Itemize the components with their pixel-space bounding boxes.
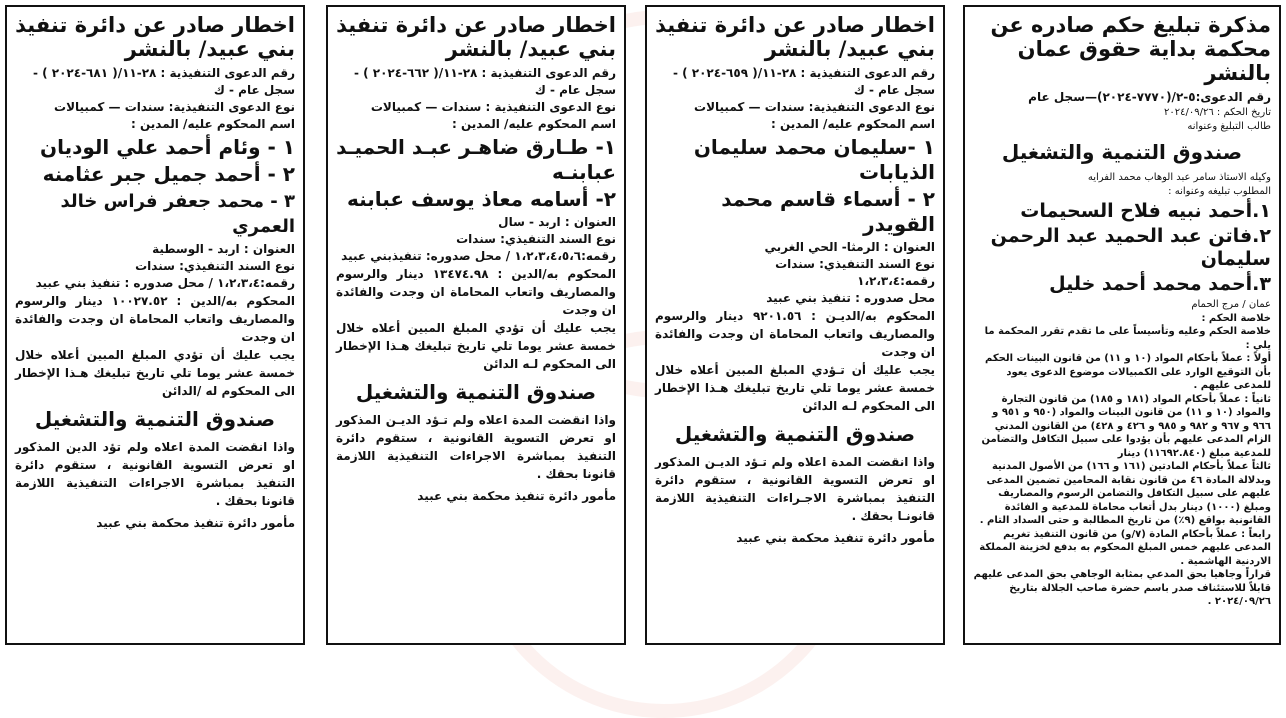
creditor-name: صندوق التنمية والتشغيل — [34, 407, 276, 431]
execution-notice — [5, 5, 305, 645]
enforcement-warning: واذا انقضت المدة اعلاه ولم تـؤد الديـن المذكور او تعرض التسوية القانونية ، ستقوم دائرة التنفيذ بمباشرة الاجـراءات التنفيذية اللازمة قانونـا بحقك . — [655, 455, 935, 523]
case-number: رقم الدعوى التنفيذية : ٢٨-١١/( ٦٦٢-٢٠٢٤ ) - سجل عام - ك — [353, 66, 616, 97]
debtor-name: ٣ - محمد جعفر فراس خالد العمري — [60, 191, 295, 237]
judgment-paragraph: قراراً وجاهيا بحق المدعي بمثابة الوجاهي بحق المدعى عليهم قابلاً للاستئناف صدر باسم حضرة صاحب الجلالة بتاريخ ٢٠٢٤/٠٩/٢٦ . — [973, 569, 1271, 607]
bond-number-issued: رقمه:١،٢،٣،٤،٥،٦ / محل صدوره: تنفيذبني عبيد — [341, 249, 616, 263]
bond-type: نوع السند التنفيذي: سندات — [775, 257, 935, 271]
case-number: رقم الدعوى التنفيذية : ٢٨-١١/( ٦٥٩-٢٠٢٤ ) - سجل عام - ك — [672, 66, 935, 97]
bond-number: رقمه:١،٢،٣،٤ — [857, 274, 935, 288]
notice-title: اخطار صادر عن دائرة تنفيذ بني عبيد/ بالنشر — [336, 13, 616, 61]
debtor-label: اسم المحكوم عليه/ المدين : — [771, 117, 935, 131]
debtor-name: ١ - وئام أحمد علي الوديان — [40, 135, 295, 159]
judgment-paragraph: ثانياً : عملاً بأحكام المواد (١٨١ و ١٨٥) من قانون التجارة والمواد (١٠ و ١١) من قانون البينات والمواد (٩٥٠ و ٩٥١ و ٩٦٦ و ٩٦٧ و ٩٨٢ و ٩٨٥ و ٤٢٦ و ٤٢٨) من القانون المدني الزام المدعى عليهم بأن يؤدوا على سبيل التكافل والتضامن للمدعية مبلغ (١١٦٩٢.٨٤٠) دينار — [981, 393, 1271, 459]
debtor-label: اسم المحكوم عليه/ المدين : — [131, 117, 295, 131]
case-number: رقم الدعوى:٥-٢/(٧٧٧٠-٢٠٢٤)—سجل عام — [1028, 90, 1271, 104]
summary-label: خلاصة الحكم : — [1201, 312, 1271, 324]
bond-number-issued: رقمه:١،٢،٣،٤ / محل صدوره : تنفيذ بني عبيد — [35, 276, 295, 290]
case-type: نوع الدعوى التنفيذية : سندات — كمبيالات — [370, 100, 616, 114]
issued-at: محل صدوره : تنفيذ بني عبيد — [766, 291, 935, 305]
judgment-paragraph: رابعاً : عملاً بأحكام المادة (٧/و) من قانون التنفيذ تغريم المدعى عليهم خمس المبلغ المحكوم به بدفع لخزينة المملكة الاردنية الهاشمية . — [979, 528, 1271, 567]
debtor-name: ١- طـارق ضاهـر عبـد الحميـد عبابنـه — [336, 135, 616, 184]
payment-demand: يجب عليك أن تؤدي المبلغ المبين أعلاه خلال خمسة عشر يوما تلي تاريخ تبليغك هـذا الإخطار الى المحكوم له /الدائن — [15, 348, 295, 398]
address: العنوان : اربد - سال — [498, 215, 616, 229]
requester-label: طالب التبليغ وعنوانه — [1187, 120, 1271, 132]
judgment-paragraph: أولاً : عملاً بأحكام المواد (١٠ و ١١) من قانون البينات الحكم بأن التوقيع الوارد على الكمبيالات موضوع الدعوى يعود للمدعى عليهم . — [985, 353, 1271, 391]
amount-due: المحكوم به/الدين : ١٣٤٧٤.٩٨ دينار والرسوم والمصاريف واتعاب المحاماة ان وجدت والفائدة ان وجدت — [336, 267, 617, 317]
requester-name: صندوق التنمية والتشغيل — [1001, 140, 1243, 164]
notice-title: اخطار صادر عن دائرة تنفيذ بني عبيد/ بالنشر — [15, 13, 295, 61]
bond-type: نوع السند التنفيذي: سندات — [135, 259, 295, 273]
debtor-name: ٢ - أسماء قاسم محمد القويدر — [721, 187, 935, 236]
execution-notice — [326, 5, 626, 645]
signature: مأمور دائرة تنفيذ محكمة بني عبيد — [417, 489, 616, 503]
notice-title: مذكرة تبليغ حكم صادره عن محكمة بداية حقوق عمان بالنشر — [990, 13, 1271, 85]
agent-name: وكيله الاستاذ سامر عبد الوهاب محمد الفرايه — [1087, 172, 1271, 183]
debtor-label: اسم المحكوم عليه/ المدين : — [452, 117, 616, 131]
execution-notice — [645, 5, 945, 645]
creditor-name: صندوق التنمية والتشغيل — [674, 422, 916, 446]
case-type: نوع الدعوى التنفيذية: سندات — كمبيالات — [694, 100, 935, 114]
notice-title: اخطار صادر عن دائرة تنفيذ بني عبيد/ بالنشر — [655, 13, 935, 61]
enforcement-warning: واذا انقضت المدة اعلاه ولم تـؤد الديـن المذكور او تعرض التسوية القانونية ، ستقوم دائرة التنفيذ بمباشرة الاجراءات التنفيذية اللازمة قانونا بحقك . — [336, 413, 616, 481]
case-number: رقم الدعوى التنفيذية : ٢٨-١١/( ٦٨١-٢٠٢٤ ) - سجل عام - ك — [32, 66, 295, 97]
respondent-label: المطلوب تبليغه وعنوانه : — [1168, 185, 1271, 197]
address: العنوان : الرمثا- الحي الغربي — [764, 240, 935, 254]
enforcement-warning: واذا انقضت المدة اعلاه ولم تؤد الدين المذكور او تعرض التسوية القانونية ، ستقوم دائرة التنفيذ بمباشرة الاجراءات التنفيذية اللازمة قانونا بحقك . — [15, 440, 295, 508]
payment-demand: يجب عليك أن تـؤدي المبلغ المبين أعلاه خلال خمسة عشر يوما تلي تاريخ تبليغك هـذا الإخطار الى المحكوم لـه الدائن — [655, 363, 935, 413]
address: عمان / مرج الحمام — [1191, 299, 1271, 310]
judgment-paragraph: خلاصة الحكم وعليه وتأسيساً على ما تقدم تقرر المحكمة ما يلي : — [984, 326, 1271, 351]
payment-demand: يجب عليك أن تؤدي المبلغ المبين أعلاه خلال خمسة عشر يوما تلي تاريخ تبليغك هـذا الإخطار الى المحكوم لـه الدائن — [336, 321, 616, 371]
debtor-name: ٢- أسامه معاذ يوسف عبابنه — [346, 187, 616, 211]
judgment-paragraph: ثالثاً عملاً بأحكام المادتين (١٦١ و ١٦٦) من الأصول المدنية وبدلالة المادة ٤٦ من قانون نقابة المحامين تضمين المدعى عليهم على سبيل التكافل والتضامن الرسوم والمصاريف ومبلغ (١٠٠٠) دينار بدل أتعاب محاماة للمدعية و الفائدة القانونية بواقع (٩٪) من تاريخ المطالبة و حتى السداد التام . — [979, 461, 1271, 526]
address: العنوان : اربد - الوسطية — [152, 242, 295, 256]
respondent-name: ١.أحمد نبيه فلاح السحيمات — [1020, 200, 1271, 222]
debtor-name: ٢ - أحمد جميل جبر عثامنه — [42, 162, 295, 186]
signature: مأمور دائرة تنفيذ محكمة بني عبيد — [96, 516, 295, 530]
judgment-date: تاريخ الحكم : ٢٠٢٤/٠٩/٢٦ — [1164, 107, 1271, 118]
bond-type: نوع السند التنفيذي: سندات — [456, 232, 616, 246]
amount-due: المحكوم به/الدين : ١٠٠٢٧.٥٢ دينار والرسوم والمصاريف واتعاب المحاماة ان وجدت والفائدة ان وجدت — [15, 294, 296, 344]
respondent-name: ٣.أحمد محمد أحمد خليل — [1049, 273, 1271, 295]
creditor-name: صندوق التنمية والتشغيل — [355, 380, 597, 404]
case-type: نوع الدعوى التنفيذية: سندات — كمبيالات — [54, 100, 295, 114]
respondent-name: ٢.فاتن عبد الحميد عبد الرحمن سليمان — [990, 225, 1271, 270]
amount-due: المحكوم به/الديـن : ٩٢٠١.٥٦ دينار والرسوم والمصاريف واتعاب المحاماة ان وجدت والفائدة ان وجدت — [655, 309, 935, 359]
debtor-name: ١ -سليمان محمد سليمان الذيابات — [693, 135, 935, 184]
court-judgment-notice — [963, 5, 1281, 645]
signature: مأمور دائرة تنفيذ محكمة بني عبيد — [736, 531, 935, 545]
